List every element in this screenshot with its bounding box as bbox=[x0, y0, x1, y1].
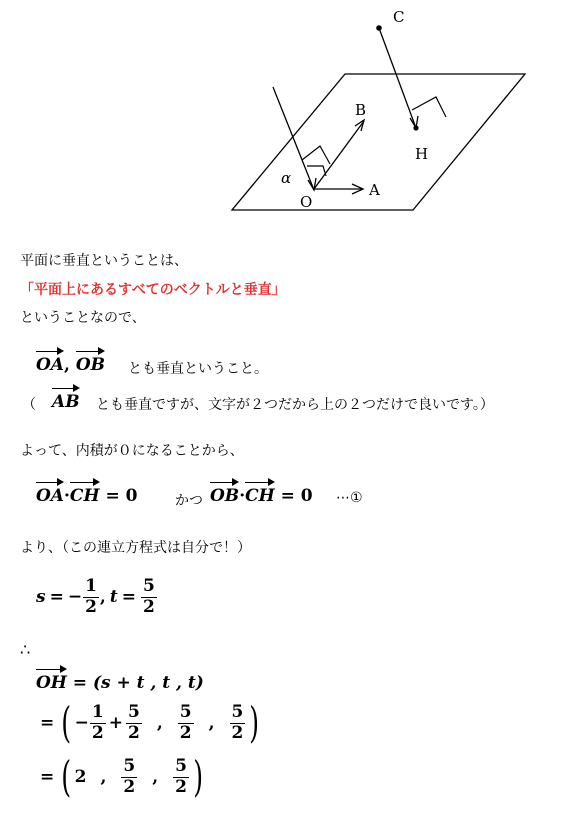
fraction-five-halves: $\frac{5}{2}$ bbox=[142, 576, 155, 617]
point-h bbox=[413, 125, 418, 130]
fraction-five-halves: $\frac{5}{2}$ bbox=[231, 701, 244, 743]
line-normal-alpha bbox=[273, 87, 314, 190]
label-h: H bbox=[415, 145, 429, 163]
fraction-one-half: $\frac{1}{2}$ bbox=[85, 576, 97, 617]
oh-rhs: = (s + t , t , t) bbox=[72, 673, 204, 693]
comma: , bbox=[64, 355, 70, 375]
vector-label-ab: AB bbox=[52, 392, 80, 412]
fraction-five-halves: $\frac{5}{2}$ bbox=[123, 755, 136, 797]
equation-oa-ob bbox=[36, 355, 105, 375]
comma: , bbox=[156, 713, 163, 733]
value-two: 2 bbox=[74, 767, 87, 787]
equation-number-1: ⋯① bbox=[336, 490, 363, 506]
equation-oh bbox=[36, 673, 204, 693]
vector-label-ch: CH bbox=[69, 486, 100, 506]
minus: − bbox=[67, 587, 83, 608]
text-line-6: よって、内積が０になることから、 bbox=[20, 443, 244, 459]
comma: , bbox=[99, 587, 106, 608]
fraction-five-halves: $\frac{5}{2}$ bbox=[127, 701, 140, 743]
label-a: A bbox=[369, 181, 380, 199]
paren-open: （ bbox=[22, 397, 36, 413]
vector-ob bbox=[314, 121, 364, 189]
var-t: t bbox=[109, 587, 118, 608]
text-line-3: ということなので、 bbox=[20, 310, 146, 326]
text-line-5: とも垂直ですが、文字が２つだから上の２つだけで良いです。） bbox=[96, 397, 494, 413]
vector-label-ob: OB bbox=[210, 486, 240, 506]
equation-dot-products bbox=[36, 486, 137, 506]
solution-s-t bbox=[36, 577, 158, 617]
equals: = bbox=[49, 587, 64, 608]
dot-operator: · bbox=[64, 486, 70, 506]
var-s: s bbox=[36, 587, 46, 608]
vector-label-oa: OA bbox=[36, 355, 64, 375]
text-line-4: とも垂直ということ。 bbox=[128, 361, 268, 377]
label-b: B bbox=[355, 101, 367, 119]
equation-row-2: = ( − $\frac{1}{2}$ + $\frac{5}{2}$ , $\frac{5}{2}$ , $\frac{5}{2}$ ) bbox=[40, 698, 260, 747]
text-line-8: より、（この連立方程式は自分で！） bbox=[20, 540, 251, 556]
vector-label-ob: OB bbox=[75, 355, 106, 375]
dot-operator: · bbox=[239, 486, 246, 506]
text-line-1: 平面に垂直ということは、 bbox=[20, 253, 188, 269]
comma: , bbox=[208, 713, 215, 733]
label-alpha: α bbox=[281, 169, 292, 187]
vector-label-oh: OH bbox=[36, 673, 67, 693]
minus: − bbox=[74, 713, 89, 733]
therefore-symbol: ∴ bbox=[20, 640, 31, 659]
text-katsu: かつ bbox=[175, 493, 203, 509]
label-c: C bbox=[393, 8, 405, 26]
fraction-one-half: $\frac{1}{2}$ bbox=[91, 701, 104, 743]
geometry-diagram bbox=[0, 0, 566, 240]
comma: , bbox=[100, 767, 107, 787]
equals: = bbox=[40, 713, 55, 733]
equation-row-3: = ( 2 , $\frac{5}{2}$ , $\frac{5}{2}$ ) bbox=[40, 752, 204, 801]
equation-dot-products-2 bbox=[210, 486, 313, 506]
plus: + bbox=[108, 713, 123, 733]
fraction-five-halves: $\frac{5}{2}$ bbox=[175, 755, 188, 797]
equals: = bbox=[121, 587, 136, 608]
label-o: O bbox=[300, 193, 313, 211]
fraction-five-halves: $\frac{5}{2}$ bbox=[179, 701, 192, 743]
point-c bbox=[376, 25, 382, 31]
comma: , bbox=[152, 767, 159, 787]
equals: = bbox=[40, 767, 55, 787]
right-angle-mark-o-1 bbox=[302, 146, 330, 164]
line-c-to-h bbox=[379, 28, 416, 128]
equation-ab bbox=[52, 392, 80, 412]
text-line-highlight: 「平面上にあるすべてのベクトルと垂直」 bbox=[20, 282, 286, 298]
arrowhead-b bbox=[355, 120, 364, 131]
vector-label-oa: OA bbox=[36, 486, 64, 506]
right-angle-mark-o-2 bbox=[307, 166, 326, 176]
vector-label-ch: CH bbox=[245, 486, 275, 506]
right-angle-mark-h bbox=[412, 97, 446, 117]
equals-zero: = 0 bbox=[105, 486, 138, 506]
equals-zero: = 0 bbox=[280, 486, 313, 506]
